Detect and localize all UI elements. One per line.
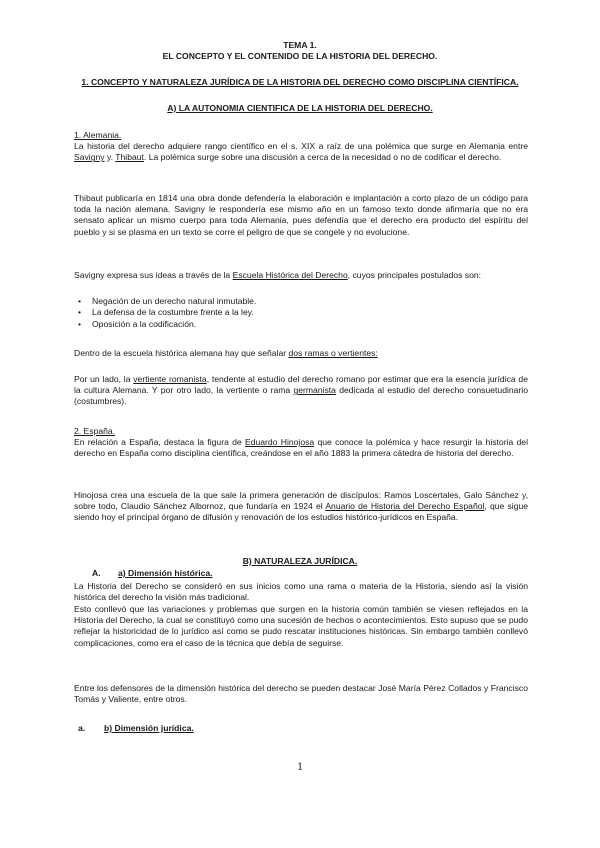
- list-marker: a.: [78, 723, 86, 733]
- text-run: . La polémica surge sobre una discusión a cerca de la necesidad o no de codificar el derecho.: [143, 152, 502, 163]
- heading-text: a) Dimensión histórica.: [118, 568, 213, 578]
- document-title: EL CONCEPTO Y EL CONTENIDO DE LA HISTORIA DEL DERECHO.: [162, 51, 438, 61]
- text-run: que conoce la polémica y hace resurgir la historia del derecho en España como disciplina científica, creándose en el año 1883 la primera cátedra de historia del derecho.: [74, 437, 528, 459]
- alemania-paragraph-4: [74, 348, 528, 359]
- text-run: Dentro de la escuela histórica alemana hay que señalar: [74, 348, 289, 358]
- list-item: • La defensa de la costumbre frente a la ley.: [74, 307, 528, 318]
- dimension-juridica-heading: [78, 723, 478, 734]
- espana-paragraph-1: [74, 437, 528, 459]
- subsection-a-heading: A) LA AUTONOMIA CIENTIFICA DE LA HISTORIA DEL DERECHO.: [167, 103, 433, 113]
- text-run: La historia del derecho adquiere rango científico en el s. XIX a raíz de una polémica que surge en Alemania entre: [74, 141, 528, 151]
- page-number: 1: [297, 759, 303, 773]
- savigny-link-text: Savigny: [74, 152, 105, 163]
- tema-heading: TEMA 1.: [283, 40, 317, 50]
- text-run: , cuyos principales postulados son:: [347, 270, 482, 280]
- list-item: • Oposición a la codificación.: [74, 319, 528, 330]
- section-1-heading: 1. CONCEPTO Y NATURALEZA JURÍDICA DE LA HISTORIA DEL DERECHO COMO DISCIPLINA CIENTÍFICA.: [81, 77, 519, 87]
- ramas-text: dos ramas o vertientes:: [288, 348, 378, 358]
- alemania-paragraph-3: [74, 270, 528, 281]
- alemania-heading: 1. Alemania.: [74, 130, 122, 140]
- espana-paragraph-2: [74, 490, 528, 524]
- alemania-paragraph-1: [74, 141, 528, 163]
- naturaleza-heading: B) NATURALEZA JURÍDICA.: [242, 556, 358, 566]
- alemania-paragraph-5: [74, 374, 528, 408]
- text-run: Savigny expresa sus ideas a través de la: [74, 270, 233, 280]
- text-run: Hinojosa crea una escuela de la que sale la primera generación de discípulos: Ramos Loscertales, Galo Sánchez y, sobre todo, Claudio Sánchez Albornoz, que fundaría en 1924 el: [74, 490, 528, 512]
- heading-text: b) Dimensión jurídica.: [104, 723, 194, 733]
- text-run: y.: [104, 152, 116, 163]
- text-run: dedicada al estudio del derecho consuetudinario (costumbres).: [74, 385, 529, 407]
- text-run: , que sigue siendo hoy el principal órgano de difusión y renovación de los estudios histórico-jurídicos en España.: [74, 501, 528, 523]
- alemania-paragraph-2: Thibaut publicaría en 1814 una obra donde defendería la elaboración e implantación a corto plazo de un código para toda la nación alemana. Savigny le respondería ese mismo año en un famoso texto donde afirmaría que no era sensato aplicar un mismo cuerpo para toda Alemania, pues defendía que el derecho era producto del espíritu del pueblo y si se plasma en un texto se corre el peligro de que se congele y no evolucione.: [74, 193, 528, 237]
- germanista-text: germanista: [293, 385, 336, 396]
- historica-paragraph-2: Esto conllevó que las variaciones y problemas que surgen en la historia común también se viesen reflejados en la Historia del Derecho, la cual se constituyó como una sucesión de hechos o acontecimientos. Esto supuso que se pudo reflejar la historicidad de lo jurídico así como se pudo rescatar instituciones históricas. Sin embargo también conllevó complicaciones, como era el caso de la técnica que debía de seguirse.: [74, 604, 528, 648]
- text-run: Por un lado, la: [74, 374, 134, 384]
- dimension-historica-heading: [92, 568, 492, 579]
- list-marker: A.: [92, 568, 101, 578]
- romanista-text: vertiente romanista: [133, 374, 207, 384]
- historica-paragraph-3: Entre los defensores de la dimensión histórica del derecho se pueden destacar José María Pérez Collados y Francisco Tomás y Valiente, entre otros.: [74, 683, 528, 705]
- escuela-historica-text: Escuela Histórica del Derecho: [232, 270, 348, 280]
- text-run: , tendente al estudio del derecho romano por estimar que era la esencia jurídica de la cultura Alemana. Y por otro lado, la vertiente o rama: [74, 374, 528, 396]
- text-run: En relación a España, destaca la figura de: [74, 437, 245, 447]
- postulados-list: [74, 296, 528, 330]
- historica-paragraph-1: La Historia del Derecho se consideró en sus inicios como una rama o materia de la Historia, siendo así la visión histórica del derecho la visión más tradicional.: [74, 581, 528, 603]
- hinojosa-text: Eduardo Hinojosa: [244, 437, 315, 447]
- anuario-text: Anuario de Historia del Derecho Español: [325, 501, 485, 512]
- list-item: • Negación de un derecho natural inmutable.: [74, 296, 528, 307]
- espana-heading: 2. España.: [74, 426, 116, 436]
- thibaut-link-text: Thibaut: [115, 152, 144, 163]
